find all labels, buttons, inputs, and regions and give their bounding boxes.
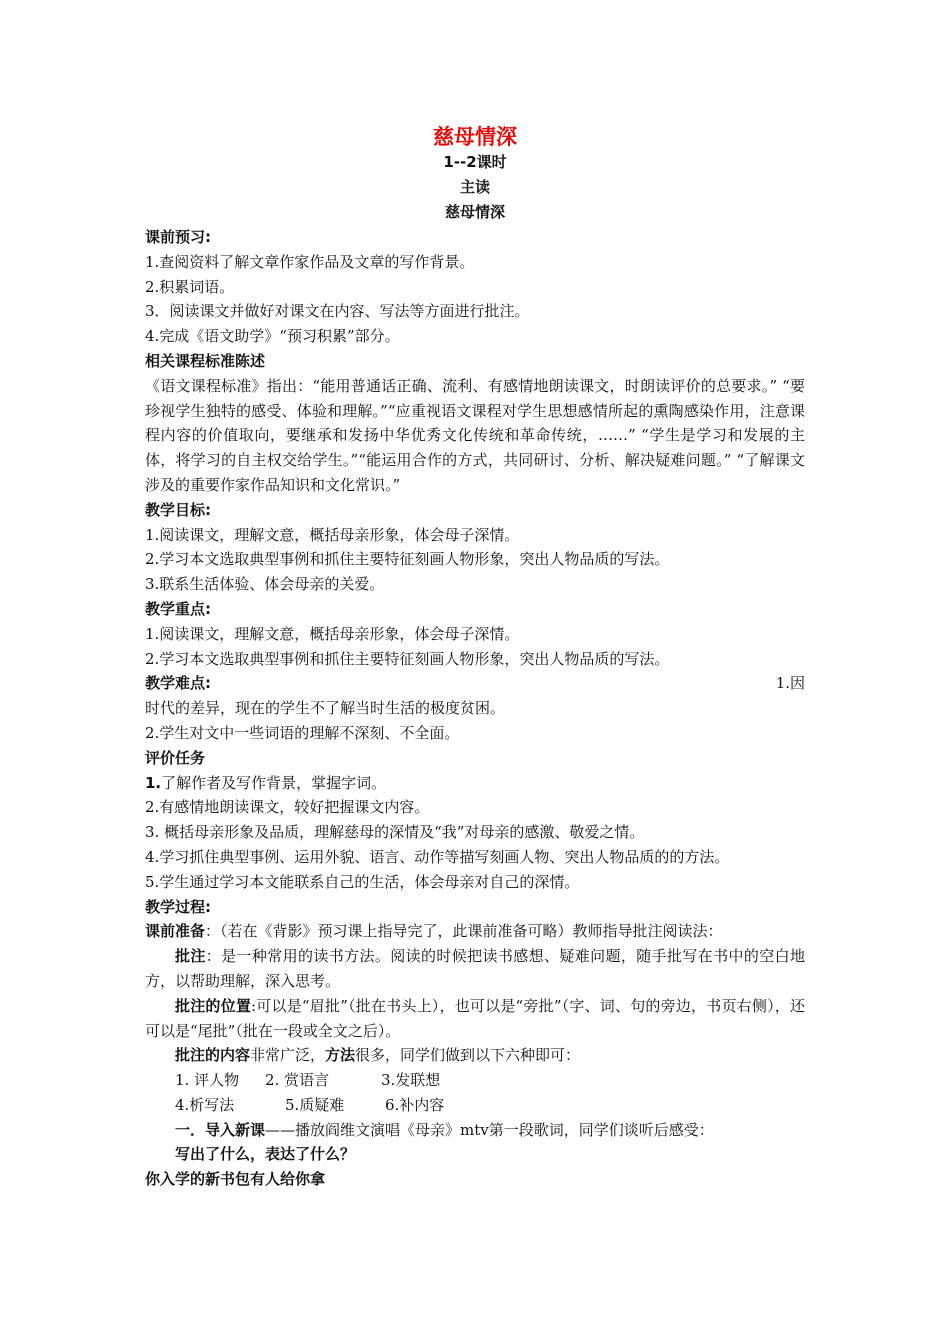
preview-item: 1.查阅资料了解文章作家作品及文章的写作背景。 — [145, 252, 475, 271]
difficulty-item-start: 1.因 — [775, 674, 805, 693]
difficulty-item: 2.学生对文中一些词语的理解不深刻、不全面。 — [145, 723, 460, 742]
preview-item: 4.完成《语文助学》“预习积累”部分。 — [145, 327, 400, 346]
prep-label: 课前准备 — [145, 922, 206, 941]
goal-item: 2.学习本文选取典型事例和抓住主要特征刻画人物形象，突出人物品质的写法。 — [145, 550, 670, 569]
focus-item: 2.学习本文选取典型事例和抓住主要特征刻画人物形象，突出人物品质的写法。 — [145, 649, 670, 668]
task-item — [145, 771, 805, 796]
annotation-options-row — [145, 1068, 805, 1093]
standards-text: 《语文课程标准》指出：“能用普通话正确、流利、有感情地朗读课文，时朗读评价的总要求。” “要珍视学生独特的感受、体验和理解。”“应重视语文课程对学生思想感情所起的熏陶感染作用，注意课程内容的价值取向，要继承和发扬中华优秀文化传统和革命传统，……” “学生是学习和发展的主体，将学习的自主权交给学生。”“能运用合作的方式，共同研讨、分析、解决疑难问题。” “了解课文涉及的重要作家作品知识和文化常识。” — [145, 376, 805, 494]
intro-text: ——播放阎维文演唱《母亲》mtv第一段歌词，同学们谈听后感受： — [265, 1120, 714, 1139]
option-item: 4.析写法 — [175, 1095, 235, 1114]
content-tail: 很多，同学们做到以下六种即可： — [355, 1046, 581, 1065]
content-paragraph — [145, 1043, 805, 1068]
lesson-type: 主读 — [459, 178, 490, 196]
intro-question: 写出了什么，表达了什么？ — [175, 1145, 356, 1164]
lyric-line: 你入学的新书包有人给你拿 — [145, 1170, 326, 1189]
document-body — [145, 225, 805, 1192]
task-text: 了解作者及写作背景，掌握字词。 — [161, 773, 387, 792]
difficulty-item: 时代的差异，现在的学生不了解当时生活的极度贫困。 — [145, 699, 506, 718]
task-item: 5.学生通过学习本文能联系自己的生活，体会母亲对自己的深情。 — [145, 872, 580, 891]
task-item: 3. 概括母亲形象及品质，理解慈母的深情及“我”对母亲的感激、敬爱之情。 — [145, 823, 645, 842]
prep-text: ：（若在《背影》预习课上指导完了，此课前准备可略）教师指导批注阅读法： — [205, 922, 723, 941]
tasks-heading: 评价任务 — [145, 748, 206, 767]
lesson-subtitle: 慈母情深 — [444, 203, 505, 221]
option-item: 5.质疑难 — [285, 1095, 345, 1114]
option-item: 3.发联想 — [381, 1071, 441, 1090]
option-item: 1. 评人物 — [175, 1071, 240, 1090]
annotation-options-row — [145, 1093, 805, 1118]
annotation-label: 批注 — [175, 947, 206, 966]
position-label: 批注的位置 — [175, 996, 252, 1015]
difficulty-heading: 教学难点: — [145, 674, 211, 693]
preview-heading: 课前预习: — [145, 228, 211, 246]
task-item: 2.有感情地朗读课文，较好把握课文内容。 — [145, 798, 430, 817]
prep-paragraph — [145, 919, 805, 944]
focus-heading: 教学重点: — [145, 599, 211, 618]
lesson-hours: 1--2课时 — [443, 153, 507, 171]
annotation-text: ：是一种常用的读书方法。阅读的时候把读书感想、疑难问题，随手批写在书中的空白地方，以帮助理解，深入思考。 — [145, 947, 805, 990]
task-number: 1. — [145, 773, 162, 792]
preview-item: 2.积累词语。 — [145, 277, 235, 296]
content-mid: 非常广泛， — [250, 1046, 326, 1065]
goals-heading: 教学目标: — [145, 500, 211, 519]
goal-item: 1.阅读课文，理解文意，概括母亲形象，体会母子深情。 — [145, 525, 520, 544]
difficulty-row — [145, 671, 805, 696]
method-label: 方法 — [325, 1046, 356, 1065]
preview-item: 3．阅读课文并做好对课文在内容、写法等方面进行批注。 — [145, 302, 530, 321]
intro-paragraph — [145, 1118, 805, 1143]
process-heading: 教学过程: — [145, 897, 211, 916]
option-item: 6.补内容 — [385, 1095, 445, 1114]
content-label: 批注的内容 — [175, 1046, 251, 1065]
position-paragraph — [145, 994, 805, 1044]
task-item: 4.学习抓住典型事例、运用外貌、语言、动作等描写刻画人物、突出人物品质的的方法。 — [145, 847, 730, 866]
position-text: :可以是“眉批”（批在书头上），也可以是“旁批”（字、词、句的旁边，书页右侧），还可以是“尾批”（批在一段或全文之后）。 — [145, 996, 805, 1040]
option-item: 2. 赏语言 — [265, 1071, 330, 1090]
intro-label: 一．导入新课 — [175, 1120, 266, 1139]
standards-heading: 相关课程标准陈述 — [145, 351, 266, 370]
annotation-paragraph — [145, 944, 805, 994]
goal-item: 3.联系生活体验、体会母亲的关爱。 — [145, 575, 385, 594]
document-title: 慈母情深 — [433, 125, 517, 149]
focus-item: 1.阅读课文，理解文意，概括母亲形象，体会母子深情。 — [145, 624, 520, 643]
